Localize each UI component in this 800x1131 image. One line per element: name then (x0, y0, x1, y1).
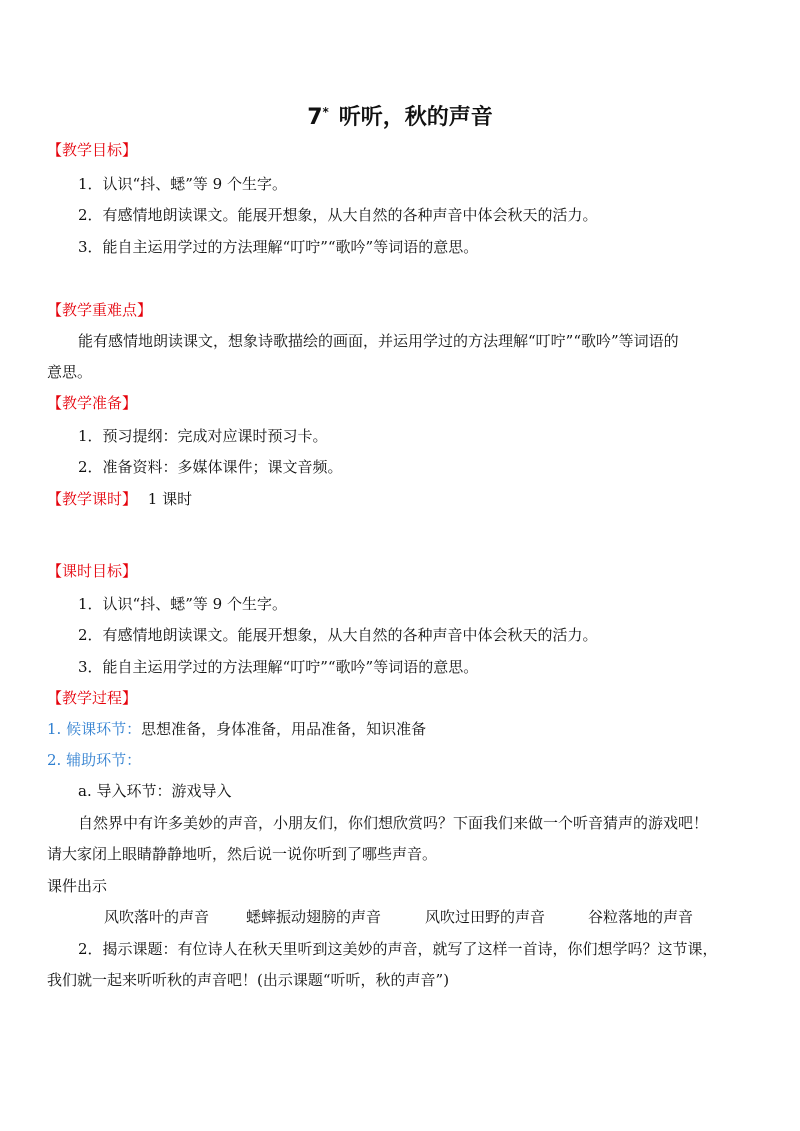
goal-item: 3．能自主运用学过的方法理解“叮咛”“歌吟”等词语的意思。 (78, 238, 479, 256)
sound-item: 谷粒落地的声音 (588, 908, 694, 926)
heading-teaching-goals: 【教学目标】 (47, 141, 138, 159)
heading-key-difficulties: 【教学重难点】 (47, 301, 153, 319)
sub-step-a: a. 导入环节：游戏导入 (78, 782, 232, 800)
hours-value: 1 课时 (147, 490, 193, 508)
reveal-line: 我们就一起来听听秋的声音吧！(出示课题“听听，秋的声音”) (47, 971, 450, 989)
sound-item: 蟋蟀振动翅膀的声音 (246, 908, 382, 926)
heading-class-hours: 【教学课时】 (47, 490, 138, 508)
lesson-goal-item: 1．认识“抖、蟋”等 9 个生字。 (78, 595, 287, 613)
step-1-row (47, 719, 426, 739)
sound-item: 风吹落叶的声音 (104, 908, 210, 926)
paragraph-line: 请大家闭上眼睛静静地听，然后说一说你听到了哪些声音。 (47, 845, 438, 863)
step-1-text: 思想准备，身体准备，用品准备，知识准备 (141, 720, 427, 738)
page-title (0, 100, 800, 131)
step-1-label: 1. 候课环节： (47, 720, 142, 738)
title-number: 7 (307, 105, 323, 130)
prep-item: 1．预习提纲：完成对应课时预习卡。 (78, 427, 328, 445)
hours-row (47, 489, 192, 509)
lesson-goal-item: 3．能自主运用学过的方法理解“叮咛”“歌吟”等词语的意思。 (78, 658, 479, 676)
key-text-line: 能有感情地朗读课文，想象诗歌描绘的画面，并运用学过的方法理解“叮咛”“歌吟”等词语的 (78, 332, 679, 350)
title-text: 听听，秋的声音 (338, 105, 493, 130)
lesson-goal-item: 2．有感情地朗读课文。能展开想象，从大自然的各种声音中体会秋天的活力。 (78, 626, 598, 644)
title-star: * (322, 104, 329, 119)
key-text-line: 意思。 (47, 363, 93, 381)
heading-preparation: 【教学准备】 (47, 394, 138, 412)
paragraph-line: 自然界中有许多美妙的声音，小朋友们，你们想欣赏吗？下面我们来做一个听音猜声的游戏吧！ (78, 814, 709, 832)
heading-lesson-goals: 【课时目标】 (47, 562, 138, 580)
reveal-line: 2．揭示课题：有位诗人在秋天里听到这美妙的声音，就写了这样一首诗，你们想学吗？这节课， (78, 940, 718, 958)
goal-item: 2．有感情地朗读课文。能展开想象，从大自然的各种声音中体会秋天的活力。 (78, 206, 598, 224)
prep-item: 2．准备资料：多媒体课件；课文音频。 (78, 458, 343, 476)
courseware-label: 课件出示 (47, 877, 108, 895)
heading-teaching-process: 【教学过程】 (47, 689, 138, 707)
step-2-label: 2. 辅助环节： (47, 751, 142, 769)
goal-item: 1．认识“抖、蟋”等 9 个生字。 (78, 175, 287, 193)
sound-item: 风吹过田野的声音 (425, 908, 546, 926)
